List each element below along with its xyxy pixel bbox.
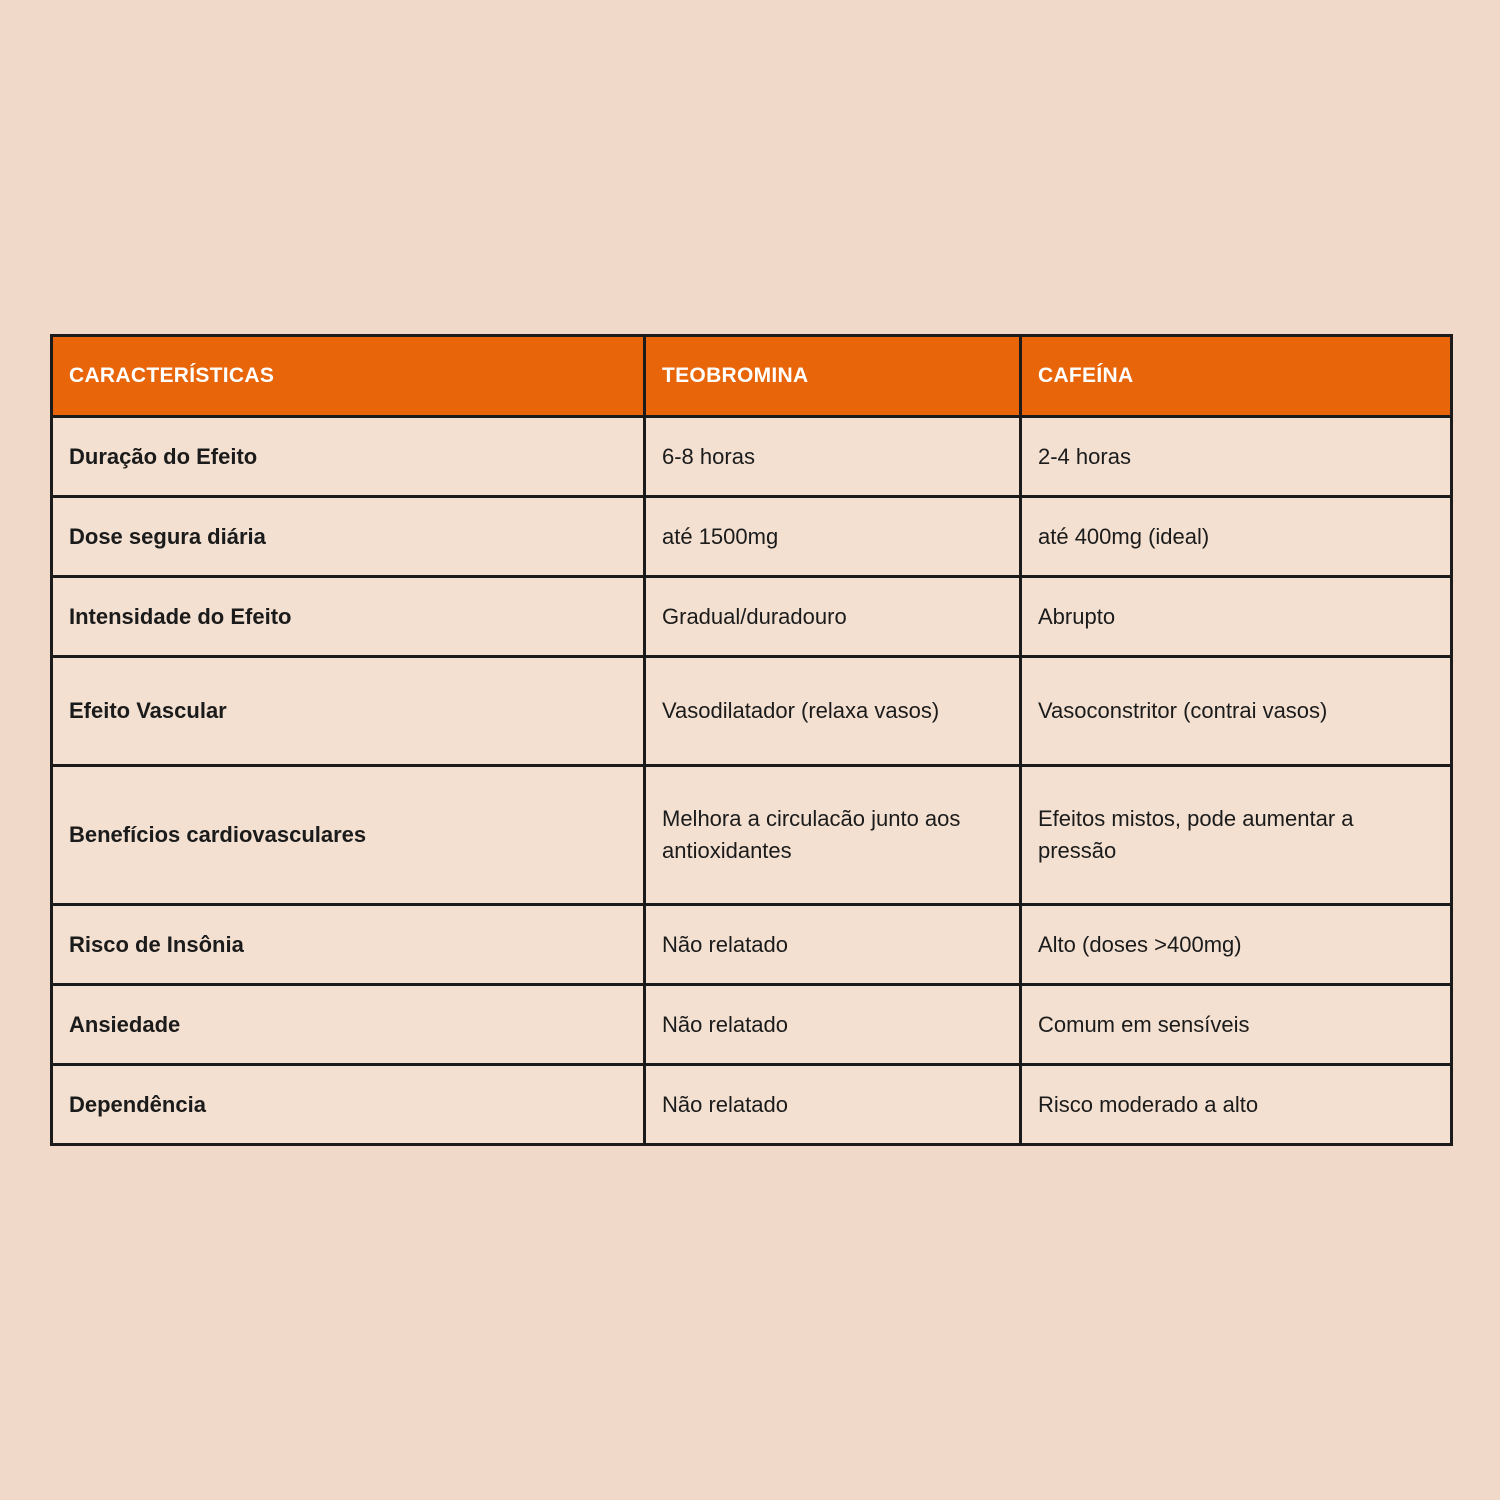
feature-cell: Dose segura diária: [52, 497, 645, 577]
comparison-table-container: [50, 334, 1450, 1146]
teobromina-cell: Não relatado: [645, 1065, 1021, 1145]
table-row: [52, 657, 1452, 766]
cafeina-cell: Efeitos mistos, pode aumentar a pressão: [1021, 766, 1452, 905]
feature-cell: Benefícios cardiovasculares: [52, 766, 645, 905]
table-header-row: [52, 336, 1452, 417]
feature-cell: Duração do Efeito: [52, 417, 645, 497]
teobromina-cell: Gradual/duradouro: [645, 577, 1021, 657]
header-cafeina: CAFEÍNA: [1021, 336, 1452, 417]
cafeina-cell: Abrupto: [1021, 577, 1452, 657]
cafeina-cell: até 400mg (ideal): [1021, 497, 1452, 577]
teobromina-cell: 6-8 horas: [645, 417, 1021, 497]
comparison-table: [50, 334, 1453, 1146]
teobromina-cell: Melhora a circulacão junto aos antioxidantes: [645, 766, 1021, 905]
header-caracteristicas: CARACTERÍSTICAS: [52, 336, 645, 417]
cafeina-cell: Alto (doses >400mg): [1021, 905, 1452, 985]
cafeina-cell: Comum em sensíveis: [1021, 985, 1452, 1065]
table-row: [52, 497, 1452, 577]
feature-cell: Intensidade do Efeito: [52, 577, 645, 657]
table-row: [52, 766, 1452, 905]
teobromina-cell: até 1500mg: [645, 497, 1021, 577]
teobromina-cell: Não relatado: [645, 905, 1021, 985]
table-row: [52, 417, 1452, 497]
teobromina-cell: Não relatado: [645, 985, 1021, 1065]
feature-cell: Efeito Vascular: [52, 657, 645, 766]
cafeina-cell: 2-4 horas: [1021, 417, 1452, 497]
table-row: [52, 905, 1452, 985]
table-row: [52, 1065, 1452, 1145]
table-row: [52, 985, 1452, 1065]
cafeina-cell: Vasoconstritor (contrai vasos): [1021, 657, 1452, 766]
teobromina-cell: Vasodilatador (relaxa vasos): [645, 657, 1021, 766]
header-teobromina: TEOBROMINA: [645, 336, 1021, 417]
cafeina-cell: Risco moderado a alto: [1021, 1065, 1452, 1145]
table-row: [52, 577, 1452, 657]
feature-cell: Ansiedade: [52, 985, 645, 1065]
feature-cell: Dependência: [52, 1065, 645, 1145]
feature-cell: Risco de Insônia: [52, 905, 645, 985]
